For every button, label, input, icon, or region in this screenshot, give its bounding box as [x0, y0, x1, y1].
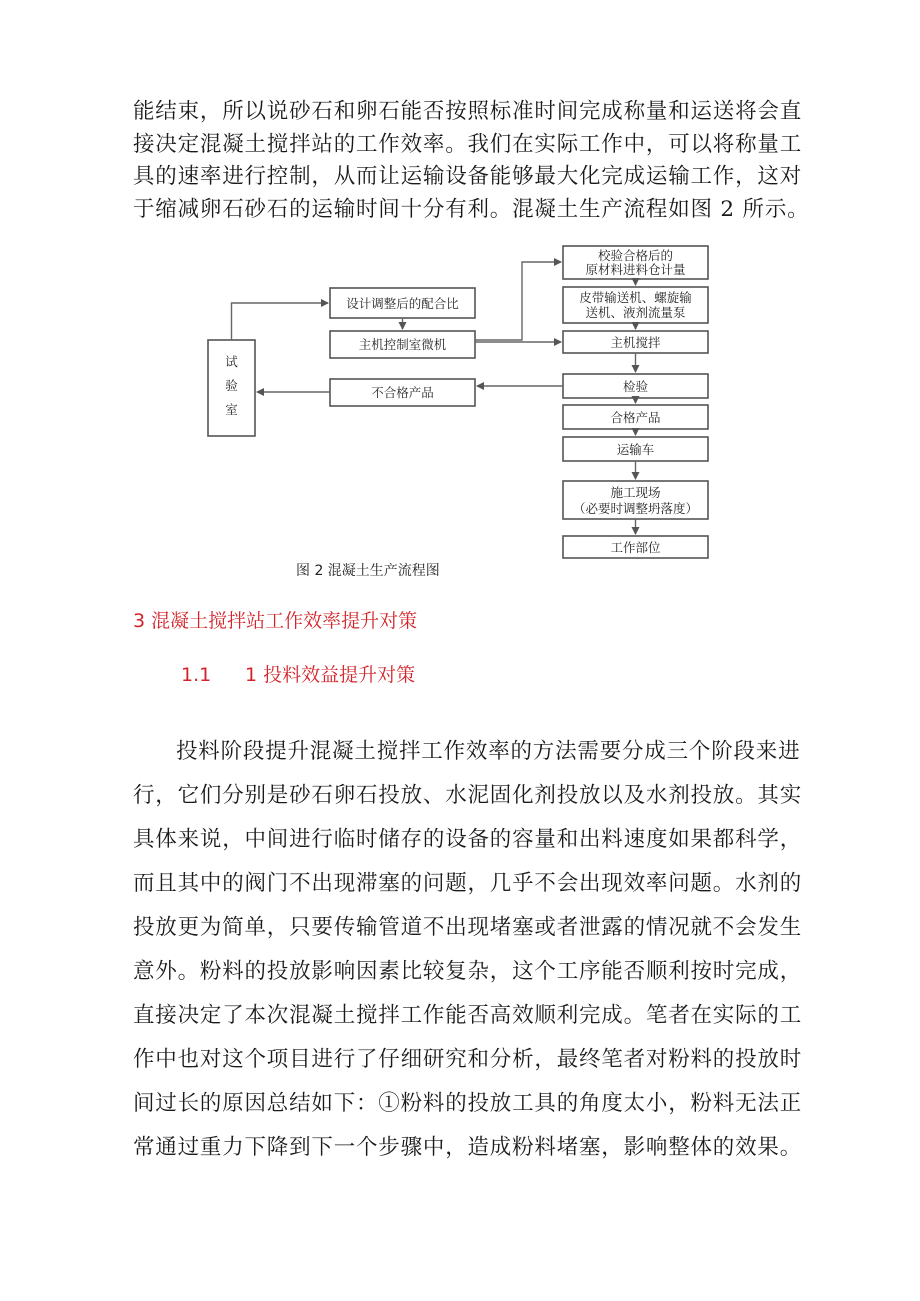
lab-char: 验 [225, 378, 238, 393]
qualified-box [563, 405, 708, 429]
paragraph-line: 而且其中的阀门不出现滞塞的问题，几乎不会出现效率问题。水剂的 [133, 871, 803, 896]
intro-paragraph [133, 96, 810, 226]
body-paragraph [133, 730, 803, 1170]
paragraph-line: 投料阶段提升混凝土搅拌工作效率的方法需要分成三个阶段来进 [176, 739, 801, 764]
paragraph-line: 直接决定了本次混凝土搅拌工作能否高效顺利完成。笔者在实际的工 [133, 1003, 803, 1028]
raw-material-box [563, 246, 708, 279]
transport-label: 运输车 [616, 442, 655, 457]
paragraph-line: 意外。粉料的投放影响因素比较复杂，这个工序能否顺利按时完成， [133, 959, 803, 984]
unqualified-label: 不合格产品 [371, 385, 434, 400]
paragraph-line: 投放更为简单，只要传输管道不出现堵塞或者泄露的情况就不会发生 [133, 915, 803, 940]
control-room-box [330, 331, 475, 358]
paragraph-line: 于缩减卵石砂石的运输时间十分有利。混凝土生产流程如图 2 所示。 [133, 196, 810, 222]
paragraph-line: 作中也对这个项目进行了仔细研究和分析，最终笔者对粉料的投放时 [133, 1047, 803, 1072]
inspection-label: 检验 [622, 379, 649, 394]
arrow-lab-to-design [232, 303, 329, 340]
control-room-label: 主机控制室微机 [358, 337, 447, 352]
paragraph-line: 能结束，所以说砂石和卵石能否按照标准时间完成称量和运送将会直 [133, 99, 803, 124]
qualified-label: 合格产品 [610, 410, 661, 425]
raw-material-line: 校验合格后的 [597, 248, 674, 263]
arrow-control-to-raw [475, 262, 561, 340]
raw-material-line: 原材料进料仓计量 [585, 262, 686, 277]
paragraph-line: 具的速率进行控制，从而让运输设备能够最大化完成运输工作，这对 [133, 164, 803, 189]
design-mix-label: 设计调整后的配合比 [346, 296, 459, 311]
unqualified-box [330, 379, 475, 406]
main-mixing-box [563, 331, 708, 353]
design-mix-box [330, 288, 475, 318]
figure-caption: 图 2 混凝土生产流程图 [296, 563, 440, 579]
paragraph-line: 间过长的原因总结如下：①粉料的投放工具的角度太小，粉料无法正 [133, 1091, 803, 1116]
site-line: 施工现场 [610, 485, 661, 500]
work-part-label: 工作部位 [610, 540, 661, 555]
site-box [563, 481, 708, 519]
conveyor-box [563, 287, 708, 323]
paragraph-line: 常通过重力下降到下一个步骤中，造成粉料堵塞，影响整体的效果。 [133, 1135, 803, 1160]
section-heading: 3 混凝土搅拌站工作效率提升对策 [133, 610, 418, 632]
subsection-number: 1.1 [181, 664, 212, 686]
work-part-box [563, 536, 708, 558]
subsection-title: 1 投料效益提升对策 [245, 664, 416, 686]
paragraph-line: 接决定混凝土搅拌站的工作效率。我们在实际工作中，可以将称量工 [133, 131, 803, 157]
conveyor-line: 送机、液剂流量泵 [585, 305, 686, 320]
inspection-box [563, 374, 708, 398]
main-mixing-label: 主机搅拌 [610, 335, 661, 350]
lab-char: 室 [225, 402, 238, 417]
lab-char: 试 [225, 354, 238, 369]
paragraph-line: 行，它们分别是砂石卵石投放、水泥固化剂投放以及水剂投放。其实 [133, 783, 803, 808]
subsection-heading [181, 660, 415, 687]
transport-box [563, 437, 708, 461]
conveyor-line: 皮带输送机、螺旋输 [579, 290, 692, 305]
production-flowchart [200, 238, 720, 563]
site-line: （必要时调整坍落度） [572, 501, 699, 516]
lab-box [208, 340, 255, 436]
paragraph-line: 具体来说，中间进行临时储存的设备的容量和出料速度如果都科学， [133, 827, 803, 852]
